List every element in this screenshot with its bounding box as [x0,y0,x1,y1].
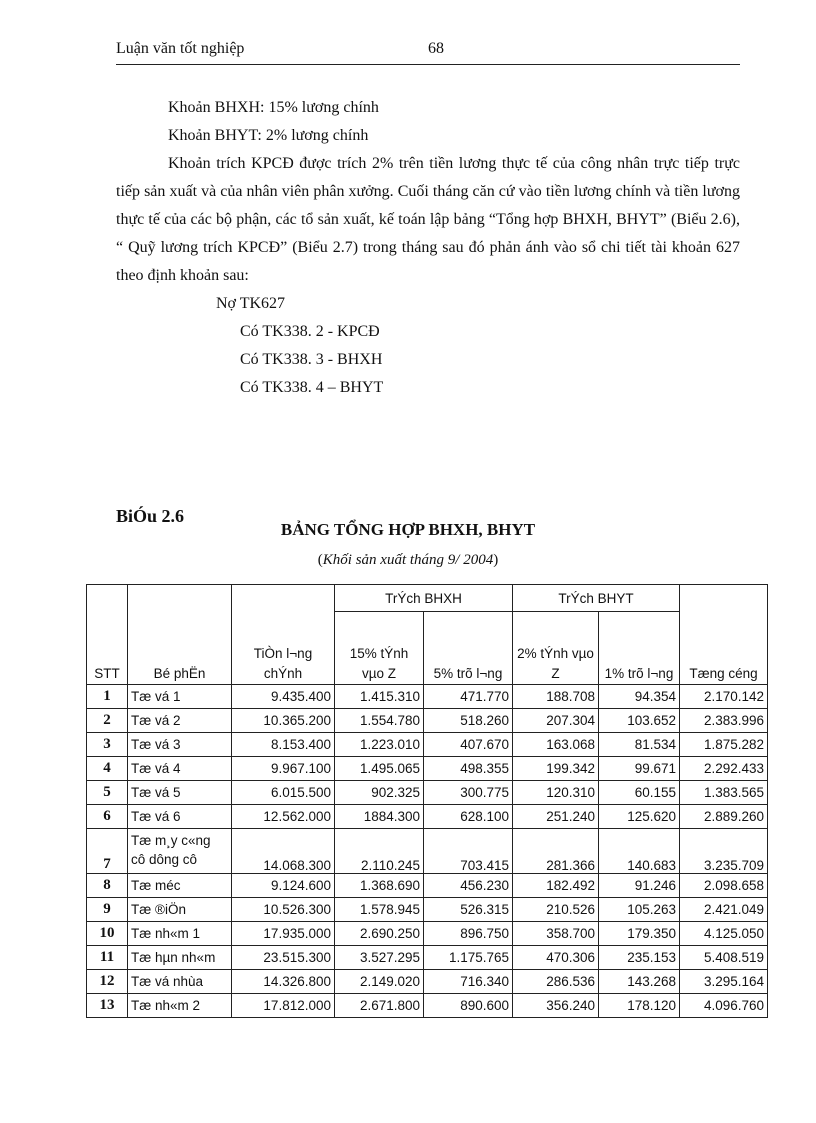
col-header-stt: STT [87,585,128,685]
cell-bhyt1: 178.120 [599,994,680,1018]
cell-bhyt2: 281.366 [513,829,599,874]
cell-tienluong: 6.015.500 [232,781,335,805]
cell-bhxh15: 2.690.250 [335,922,424,946]
cell-bhyt2: 188.708 [513,685,599,709]
cell-bhyt2: 358.700 [513,922,599,946]
line-bhxh: Khoản BHXH: 15% lương chính [168,99,379,116]
cell-bhxh5: 703.415 [424,829,513,874]
group-header-bhxh: TrÝch BHXH [335,585,513,612]
cell-bhxh15: 1.368.690 [335,874,424,898]
cell-bhxh5: 628.100 [424,805,513,829]
col-header-bhyt1: 1% trõ l¬ng [599,612,680,685]
cell-bhyt1: 91.246 [599,874,680,898]
header-title: Luận văn tốt nghiệp [116,40,245,57]
cell-stt: 5 [87,781,128,805]
cell-bhyt1: 60.155 [599,781,680,805]
cell-bhyt1: 140.683 [599,829,680,874]
cell-tong: 2.421.049 [680,898,768,922]
cell-bhxh15: 1.223.010 [335,733,424,757]
cell-bophan: Tæ vá 1 [128,685,232,709]
cell-stt: 9 [87,898,128,922]
cell-tong: 1.383.565 [680,781,768,805]
cell-bhxh5: 407.670 [424,733,513,757]
cell-bhxh15: 2.671.800 [335,994,424,1018]
table-subtitle [0,552,816,569]
table-row [87,922,768,946]
cell-tong: 5.408.519 [680,946,768,970]
table-row [87,898,768,922]
cell-bhxh5: 890.600 [424,994,513,1018]
cell-stt: 3 [87,733,128,757]
cell-tienluong: 10.526.300 [232,898,335,922]
table-body [87,685,768,1018]
cell-bophan: Tæ m¸y c«ng cô dông cô [128,829,232,874]
cell-bhyt1: 125.620 [599,805,680,829]
entry-credit-bhxh: Có TK338. 3 - BHXH [240,351,383,368]
cell-bophan: Tæ vá nhùa [128,970,232,994]
cell-tong: 4.096.760 [680,994,768,1018]
cell-bhyt2: 210.526 [513,898,599,922]
cell-tienluong: 14.326.800 [232,970,335,994]
table-title: BẢNG TỔNG HỢP BHXH, BHYT [280,520,536,539]
cell-tienluong: 23.515.300 [232,946,335,970]
col-header-bhxh15: 15% tÝnh vµo Z [335,612,424,685]
cell-stt: 6 [87,805,128,829]
entry-credit-bhyt: Có TK338. 4 – BHYT [240,379,384,396]
table-row [87,829,768,874]
cell-tienluong: 10.365.200 [232,709,335,733]
cell-bhxh15: 1.495.065 [335,757,424,781]
cell-stt: 7 [87,829,128,874]
group-header-bhyt: TrÝch BHYT [513,585,680,612]
subtitle-text: Khối sản xuất tháng 9/ 2004 [322,552,494,568]
cell-bhyt1: 235.153 [599,946,680,970]
cell-bhyt2: 470.306 [513,946,599,970]
cell-bhxh15: 2.110.245 [335,829,424,874]
cell-bhxh15: 902.325 [335,781,424,805]
body-paragraph: Khoản trích KPCĐ được trích 2% trên tiền lương thực tế của công nhân trực tiếp trực tiếp sản xuất và của nhân viên phân xưởng. Cuối tháng căn cứ vào tiền lương chính và tiền lương thực tế của các bộ phận, các tổ sản xuất, kế toán lập bảng “Tổng hợp BHXH, BHYT” (Biểu 2.6), “ Quỹ lương trích KPCĐ” (Biểu 2.7) trong tháng sau đó phản ánh vào sổ chi tiết tài khoản 627 theo định khoản sau: [116,155,740,284]
cell-bhyt1: 105.263 [599,898,680,922]
cell-bophan: Tæ vá 5 [128,781,232,805]
cell-bhxh5: 1.175.765 [424,946,513,970]
cell-bophan: Tæ nh«m 1 [128,922,232,946]
cell-tong: 4.125.050 [680,922,768,946]
cell-tong: 3.295.164 [680,970,768,994]
cell-bhxh15: 1.554.780 [335,709,424,733]
cell-tong: 2.889.260 [680,805,768,829]
table-label: BiÓu 2.6 [116,506,185,526]
line-bhyt: Khoản BHYT: 2% lương chính [168,127,369,144]
subtitle-open-paren: ( [317,552,323,568]
cell-stt: 13 [87,994,128,1018]
body-text [116,94,740,402]
cell-tong: 1.875.282 [680,733,768,757]
table-row [87,757,768,781]
col-header-bophan: Bé phËn [128,585,232,685]
cell-bhyt2: 286.536 [513,970,599,994]
cell-tong: 2.170.142 [680,685,768,709]
cell-bhyt1: 103.652 [599,709,680,733]
summary-table [86,584,768,1018]
cell-stt: 4 [87,757,128,781]
page-number: 68 [428,40,444,57]
cell-bhyt1: 143.268 [599,970,680,994]
cell-tienluong: 17.935.000 [232,922,335,946]
cell-stt: 1 [87,685,128,709]
subtitle-close-paren: ) [493,552,499,568]
cell-tienluong: 12.562.000 [232,805,335,829]
cell-bhyt2: 356.240 [513,994,599,1018]
cell-stt: 8 [87,874,128,898]
cell-bhyt2: 199.342 [513,757,599,781]
cell-bhxh5: 526.315 [424,898,513,922]
cell-tienluong: 9.435.400 [232,685,335,709]
cell-stt: 10 [87,922,128,946]
cell-bhxh15: 1.415.310 [335,685,424,709]
cell-bophan: Tæ méc [128,874,232,898]
cell-bhxh5: 456.230 [424,874,513,898]
cell-bhyt1: 81.534 [599,733,680,757]
col-header-bhyt2: 2% tÝnh vµo Z [513,612,599,685]
cell-tong: 2.098.658 [680,874,768,898]
table-row [87,709,768,733]
col-header-tong: Tæng céng [680,585,768,685]
cell-stt: 12 [87,970,128,994]
cell-stt: 11 [87,946,128,970]
cell-bophan: Tæ vá 2 [128,709,232,733]
table-row [87,970,768,994]
cell-bhyt2: 251.240 [513,805,599,829]
table-row [87,685,768,709]
cell-bhxh5: 498.355 [424,757,513,781]
entry-credit-kpcd: Có TK338. 2 - KPCĐ [240,323,380,340]
cell-bhyt1: 179.350 [599,922,680,946]
cell-bhyt2: 163.068 [513,733,599,757]
cell-tong: 3.235.709 [680,829,768,874]
cell-bhyt2: 182.492 [513,874,599,898]
cell-tong: 2.292.433 [680,757,768,781]
table-row [87,946,768,970]
cell-bophan: Tæ vá 4 [128,757,232,781]
table-row [87,874,768,898]
cell-tienluong: 8.153.400 [232,733,335,757]
cell-tong: 2.383.996 [680,709,768,733]
cell-bhxh5: 300.775 [424,781,513,805]
cell-stt: 2 [87,709,128,733]
cell-bhyt2: 207.304 [513,709,599,733]
col-header-tienluong: TiÒn l¬ng chÝnh [232,585,335,685]
cell-bhxh15: 3.527.295 [335,946,424,970]
cell-bophan: Tæ ®iÖn [128,898,232,922]
table-row [87,781,768,805]
col-header-bhxh5: 5% trõ l¬ng [424,612,513,685]
cell-bhxh15: 1884.300 [335,805,424,829]
cell-bhyt1: 94.354 [599,685,680,709]
cell-bhxh5: 716.340 [424,970,513,994]
table-row [87,733,768,757]
cell-bhxh5: 518.260 [424,709,513,733]
cell-bhxh15: 1.578.945 [335,898,424,922]
cell-tienluong: 14.068.300 [232,829,335,874]
cell-bophan: Tæ nh«m 2 [128,994,232,1018]
table-row [87,994,768,1018]
cell-tienluong: 9.967.100 [232,757,335,781]
entry-debit: Nợ TK627 [216,295,286,312]
cell-bhxh5: 471.770 [424,685,513,709]
table-row [87,805,768,829]
cell-bhxh15: 2.149.020 [335,970,424,994]
page-header [116,38,740,65]
cell-bhyt2: 120.310 [513,781,599,805]
cell-tienluong: 9.124.600 [232,874,335,898]
cell-bhyt1: 99.671 [599,757,680,781]
cell-bhxh5: 896.750 [424,922,513,946]
cell-tienluong: 17.812.000 [232,994,335,1018]
cell-bophan: Tæ hµn nh«m [128,946,232,970]
cell-bophan: Tæ vá 3 [128,733,232,757]
cell-bophan: Tæ vá 6 [128,805,232,829]
